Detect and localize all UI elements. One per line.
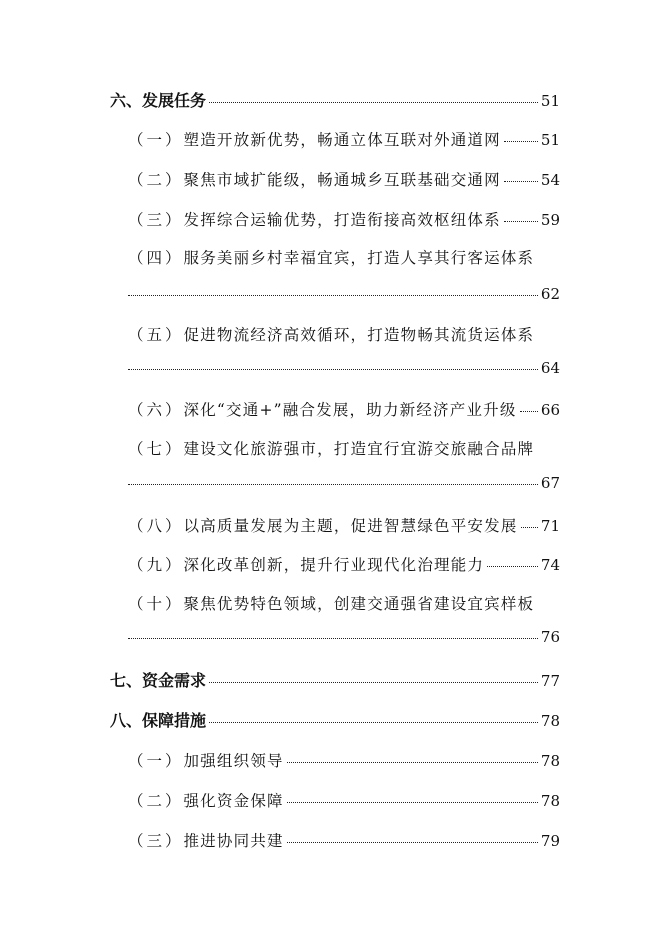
dot-leader: [128, 295, 538, 296]
toc-entry-marker: （二）: [128, 792, 184, 810]
toc-entry-marker: （五）: [128, 326, 184, 344]
dot-leader: [504, 181, 538, 182]
toc-entry-title: 强化资金保障: [183, 792, 284, 810]
toc-page-number: 74: [540, 556, 560, 574]
toc-entry-marker: （三）: [128, 832, 184, 850]
dot-leader: [128, 369, 538, 370]
toc-entry-marker: （二）: [128, 171, 184, 189]
toc-entry-marker: （一）: [128, 752, 184, 770]
toc-entry-label: 八、保障措施: [110, 711, 207, 730]
dot-leader: [287, 802, 538, 803]
toc-entry-6-6[interactable]: [128, 398, 560, 420]
toc-entry-6-10-title-line[interactable]: [128, 592, 534, 614]
toc-entry-8-3[interactable]: [128, 829, 560, 851]
toc-entry-marker: （三）: [128, 211, 184, 229]
toc-entry-8-1[interactable]: [128, 749, 560, 771]
toc-page-number: 51: [540, 92, 560, 110]
toc-page-number: 66: [540, 401, 560, 419]
toc-entry-6-4-title-line[interactable]: [128, 246, 534, 268]
dot-leader: [487, 566, 538, 567]
toc-entry-title: 聚焦市域扩能级，畅通城乡互联基础交通网: [183, 171, 501, 189]
toc-entry-title: 聚焦优势特色领域，创建交通强省建设宜宾样板: [183, 595, 535, 613]
toc-page-number: 71: [540, 517, 560, 535]
toc-entry-title: 以高质量发展为主题，促进智慧绿色平安发展: [183, 517, 518, 535]
toc-page-number: 62: [540, 285, 560, 303]
toc-page-number: 54: [540, 171, 560, 189]
toc-entry-title: 发挥综合运输优势，打造衔接高效枢纽体系: [183, 211, 501, 229]
toc-entry-6-8[interactable]: [128, 514, 560, 536]
toc-entry-marker: （九）: [128, 556, 184, 574]
toc-entry-title: 深化“交通+”融合发展，助力新经济产业升级: [183, 401, 517, 419]
toc-page-number: 51: [540, 131, 560, 149]
toc-page-number: 76: [540, 628, 560, 646]
toc-entry-title: 服务美丽乡村幸福宜宾，打造人享其行客运体系: [183, 249, 535, 267]
toc-entry-title: 建设文化旅游强市，打造宜行宜游交旅融合品牌: [183, 440, 535, 458]
toc-entry-chapter-8[interactable]: [110, 708, 560, 731]
toc-page-number: 67: [540, 474, 560, 492]
dot-leader: [209, 722, 538, 723]
toc-entry-6-7-title-line[interactable]: [128, 437, 534, 459]
dot-leader: [287, 762, 538, 763]
toc-entry-marker: （六）: [128, 401, 184, 419]
toc-entry-6-9[interactable]: [128, 553, 560, 575]
toc-entry-title: 加强组织领导: [183, 752, 284, 770]
toc-entry-title: 推进协同共建: [183, 832, 284, 850]
toc-entry-label: 七、资金需求: [110, 671, 207, 690]
toc-entry-marker: （十）: [128, 595, 184, 613]
toc-page-number: 79: [540, 832, 560, 850]
toc-entry-6-5-title-line[interactable]: [128, 323, 534, 345]
dot-leader: [521, 527, 538, 528]
dot-leader: [287, 842, 538, 843]
toc-entry-title: 深化改革创新，提升行业现代化治理能力: [183, 556, 485, 574]
toc-entry-marker: （四）: [128, 249, 184, 267]
toc-entry-6-3[interactable]: [128, 208, 560, 230]
toc-entry-title: 塑造开放新优势，畅通立体互联对外通道网: [183, 131, 501, 149]
toc-entry-8-2[interactable]: [128, 789, 560, 811]
toc-page-number: 59: [540, 211, 560, 229]
toc-page-number: 64: [540, 359, 560, 377]
toc-entry-label: 六、发展任务: [110, 91, 207, 110]
dot-leader: [520, 411, 538, 412]
toc-page-number: 78: [540, 752, 560, 770]
dot-leader: [209, 682, 538, 683]
toc-entry-6-1[interactable]: [128, 128, 560, 150]
toc-entry-6-10-leader-line[interactable]: [128, 628, 560, 646]
toc-entry-title: 促进物流经济高效循环，打造物畅其流货运体系: [183, 326, 535, 344]
dot-leader: [504, 141, 538, 142]
dot-leader: [128, 638, 538, 639]
toc-entry-chapter-7[interactable]: [110, 668, 560, 691]
toc-entry-6-5-leader-line[interactable]: [128, 359, 560, 377]
toc-page-number: 78: [540, 712, 560, 730]
toc-entry-marker: （一）: [128, 131, 184, 149]
toc-entry-marker: （七）: [128, 440, 184, 458]
toc-entry-6-7-leader-line[interactable]: [128, 474, 560, 492]
dot-leader: [128, 484, 538, 485]
toc-page-number: 77: [540, 672, 560, 690]
toc-entry-marker: （八）: [128, 517, 184, 535]
toc-entry-6-4-leader-line[interactable]: [128, 285, 560, 303]
dot-leader: [504, 221, 538, 222]
toc-page-number: 78: [540, 792, 560, 810]
toc-entry-chapter-6[interactable]: [110, 88, 560, 111]
dot-leader: [209, 102, 538, 103]
toc-entry-6-2[interactable]: [128, 168, 560, 190]
